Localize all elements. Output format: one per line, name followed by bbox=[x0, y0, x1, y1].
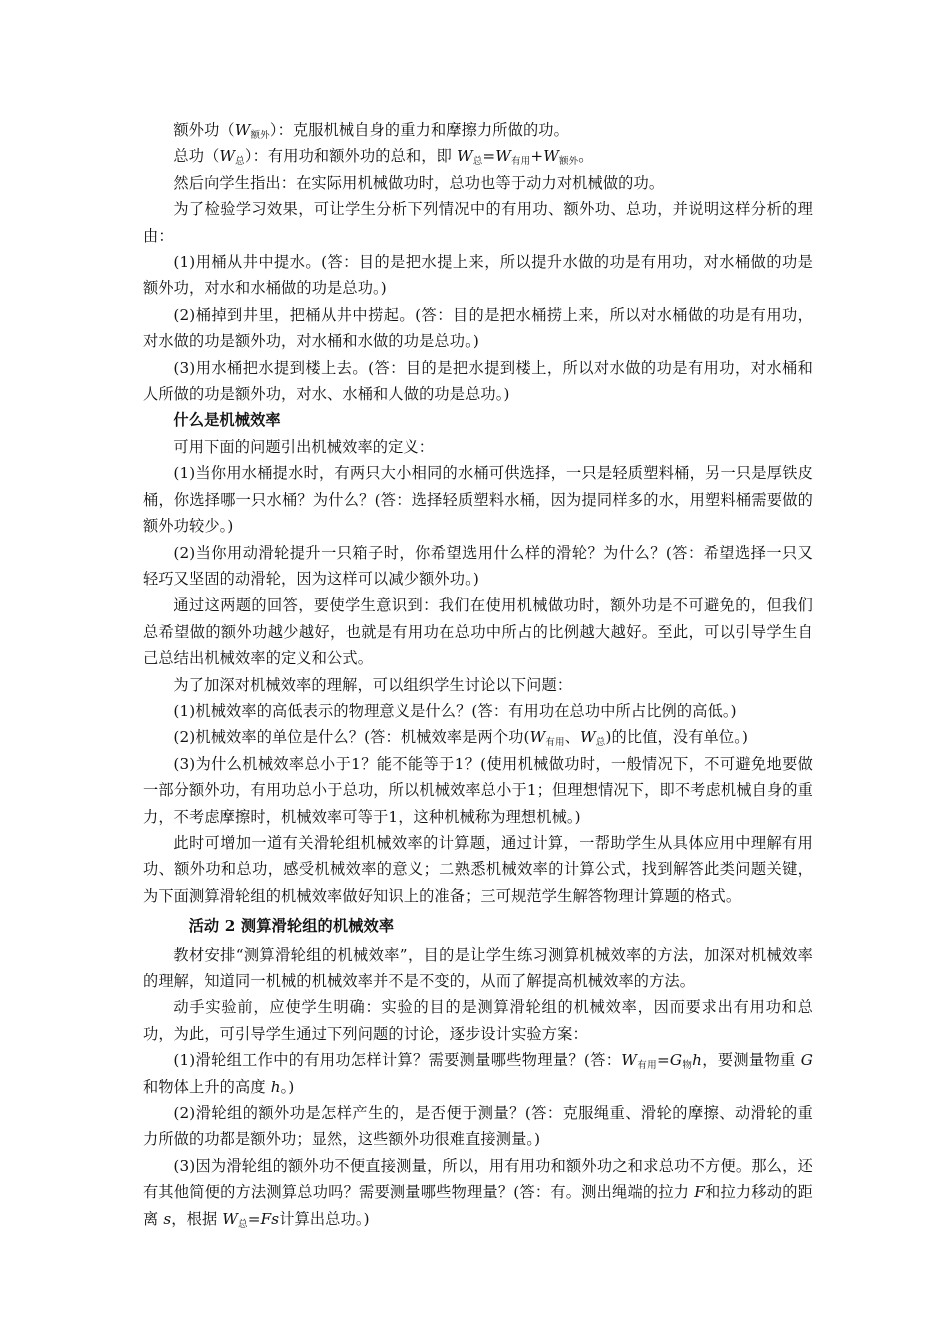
document-body bbox=[143, 117, 813, 1232]
paragraph bbox=[143, 942, 813, 995]
text-run: ）：克服机械自身的重力和摩擦力所做的功。 bbox=[269, 121, 569, 139]
text-run: 和物体上升的高度 bbox=[143, 1077, 271, 1096]
text-run: 。 bbox=[578, 147, 594, 166]
paragraph bbox=[143, 434, 813, 460]
variable: W bbox=[580, 728, 596, 747]
text-run: 通过这两题的回答，要使学生意识到：我们在使用机械做功时，额外功是不可避免的，但我们总希望做的额外功越少越好，也就是有用功在总功中所占的比例越大越好。至此，可以引导学生自己总结出机械效率的定义和公式。 bbox=[143, 596, 813, 668]
text-run: 。) bbox=[280, 1077, 295, 1096]
text-run: 和拉力移动的距离 bbox=[143, 1183, 813, 1228]
paragraph bbox=[143, 830, 813, 909]
text-run: (1)机械效率的高低表示的物理意义是什么？(答：有用功在总功中所占比例的高低。) bbox=[173, 701, 737, 720]
paragraph bbox=[143, 249, 813, 302]
text-run: (1)当你用水桶提水时，有两只大小相同的水桶可供选择，一只是轻质塑料桶，另一只是厚铁皮桶，你选择哪一只水桶？为什么？(答：选择轻质塑料水桶，因为提同样多的水，用塑料桶需要做的额外功较少。) bbox=[143, 464, 813, 536]
variable: W bbox=[219, 147, 236, 166]
text-run: 什么是机械效率 bbox=[173, 411, 281, 430]
subscript: 额外 bbox=[558, 156, 579, 168]
paragraph bbox=[143, 994, 813, 1047]
paragraph bbox=[143, 143, 813, 169]
variable: W bbox=[543, 147, 559, 166]
subscript: 总 bbox=[235, 156, 245, 168]
text-run: 为了检验学习效果，可让学生分析下列情况中的有用功、额外功、总功，并说明这样分析的理由： bbox=[143, 200, 813, 245]
text-run: 计算出总功。) bbox=[279, 1209, 370, 1228]
subscript: 额外 bbox=[250, 130, 270, 141]
text-run: = bbox=[247, 1209, 261, 1228]
text-run: (3)因为滑轮组的额外功不便直接测量，所以，用有用功和额外功之和求总功不方便。那么，还有其他简便的方法测算总功吗？需要测量哪些物理量？(答：有。测出绳端的拉力 bbox=[143, 1156, 813, 1202]
text-run: ，根据 bbox=[171, 1209, 223, 1228]
subscript: 总 bbox=[238, 1218, 248, 1230]
text-run: 此时可增加一道有关滑轮组机械效率的计算题，通过计算，一帮助学生从具体应用中理解有用功、额外功和总功，感受机械效率的意义；二熟悉机械效率的计算公式，找到解答此类问题关键，为下面测算滑轮组的机械效率做好知识上的准备；三可规范学生解答物理计算题的格式。 bbox=[143, 833, 813, 905]
paragraph bbox=[143, 117, 813, 143]
text-run: 教材安排“测算滑轮组的机械效率”，目的是让学生练习测算机械效率的方法，加深对机械效率的理解，知道同一机械的机械效率并不是不变的，从而了解提高机械效率的方法。 bbox=[143, 945, 813, 990]
activity-heading bbox=[143, 913, 813, 939]
paragraph bbox=[143, 698, 813, 724]
section-heading bbox=[143, 407, 813, 433]
variable: G bbox=[800, 1051, 813, 1070]
paragraph bbox=[143, 1047, 813, 1100]
text-run: 额外功（ bbox=[173, 121, 235, 139]
text-run: 活动 2 测算滑轮组的机械效率 bbox=[188, 917, 395, 936]
paragraph bbox=[143, 170, 813, 196]
text-run: 动手实验前，应使学生明确：实验的目的是测算滑轮组的机械效率，因而要求出有用功和总功，为此，可引导学生通过下列问题的讨论，逐步设计实验方案： bbox=[143, 998, 813, 1043]
paragraph bbox=[143, 1153, 813, 1232]
text-run: = bbox=[656, 1051, 670, 1070]
subscript: 总 bbox=[595, 737, 606, 749]
paragraph bbox=[143, 592, 813, 671]
variable: Fs bbox=[260, 1209, 280, 1228]
text-run: 然后向学生指出：在实际用机械做功时，总功也等于动力对机械做的功。 bbox=[173, 173, 665, 192]
variable: h bbox=[692, 1051, 703, 1070]
variable: h bbox=[270, 1077, 281, 1096]
variable: W bbox=[222, 1209, 239, 1228]
text-run: (3)为什么机械效率总小于1？能不能等于1？(使用机械做功时，一般情况下，不可避免地要做一部分额外功，有用功总小于总功，所以机械效率总小于1；但理想情况下，即不考虑机械自身的重力，不考虑摩擦时，机械效率可等于1，这种机械称为理想机械。) bbox=[143, 754, 813, 826]
paragraph bbox=[143, 460, 813, 539]
paragraph bbox=[143, 540, 813, 593]
paragraph bbox=[143, 751, 813, 830]
text-run: 总功（ bbox=[173, 147, 220, 166]
text-run: + bbox=[530, 147, 544, 166]
text-run: 可用下面的问题引出机械效率的定义： bbox=[173, 437, 435, 456]
variable: W bbox=[529, 728, 546, 747]
variable: s bbox=[163, 1209, 172, 1228]
variable: W bbox=[621, 1051, 638, 1070]
text-run: (2)当你用动滑轮提升一只箱子时，你希望选用什么样的滑轮？为什么？(答：希望选择一只又轻巧又坚固的动滑轮，因为这样可以减少额外功。) bbox=[143, 543, 813, 588]
text-run: (1)用桶从井中提水。(答：目的是把水提上来，所以提升水做的功是有用功，对水桶做的功是额外功，对水和水桶做的功是总功。) bbox=[143, 253, 813, 298]
text-run: (2)机械效率的单位是什么？(答：机械效率是两个功( bbox=[173, 728, 530, 747]
subscript: 有用 bbox=[511, 156, 531, 168]
text-run: = bbox=[482, 147, 496, 166]
text-run: ，要测量物重 bbox=[702, 1051, 801, 1070]
variable: W bbox=[495, 147, 512, 166]
variable: G bbox=[669, 1051, 683, 1070]
text-run: (2)桶掉到井里，把桶从井中捞起。(答：目的是把水桶捞上来，所以对水桶做的功是有用功，对水做的功是额外功，对水桶和水做的功是总功。) bbox=[143, 305, 813, 351]
variable: W bbox=[234, 121, 251, 139]
subscript: 物 bbox=[682, 1060, 693, 1072]
text-run: 、 bbox=[564, 728, 581, 747]
paragraph bbox=[143, 196, 813, 249]
subscript: 总 bbox=[472, 156, 483, 168]
text-run: (2)滑轮组的额外功是怎样产生的，是否便于测量？(答：克服绳重、滑轮的摩擦、动滑轮的重力所做的功都是额外功；显然，这些额外功很难直接测量。) bbox=[143, 1104, 813, 1149]
subscript: 有用 bbox=[545, 737, 565, 749]
variable: W bbox=[456, 147, 473, 166]
paragraph bbox=[143, 302, 813, 355]
subscript: 有用 bbox=[637, 1060, 657, 1072]
variable: F bbox=[694, 1183, 705, 1202]
text-run: )的比值，没有单位。) bbox=[605, 728, 749, 747]
text-run: ）：有用功和额外功的总和，即 bbox=[244, 147, 457, 166]
text-run: (3)用水桶把水提到楼上去。(答：目的是把水提到楼上，所以对水做的功是有用功，对水桶和人所做的功是额外功，对水、水桶和人做的功是总功。) bbox=[143, 358, 813, 404]
paragraph bbox=[143, 355, 813, 408]
paragraph bbox=[143, 1100, 813, 1153]
text-run: (1)滑轮组工作中的有用功怎样计算？需要测量哪些物理量？(答： bbox=[173, 1051, 622, 1070]
text-run: 为了加深对机械效率的理解，可以组织学生讨论以下问题： bbox=[173, 675, 573, 694]
paragraph bbox=[143, 724, 813, 750]
paragraph bbox=[143, 672, 813, 698]
